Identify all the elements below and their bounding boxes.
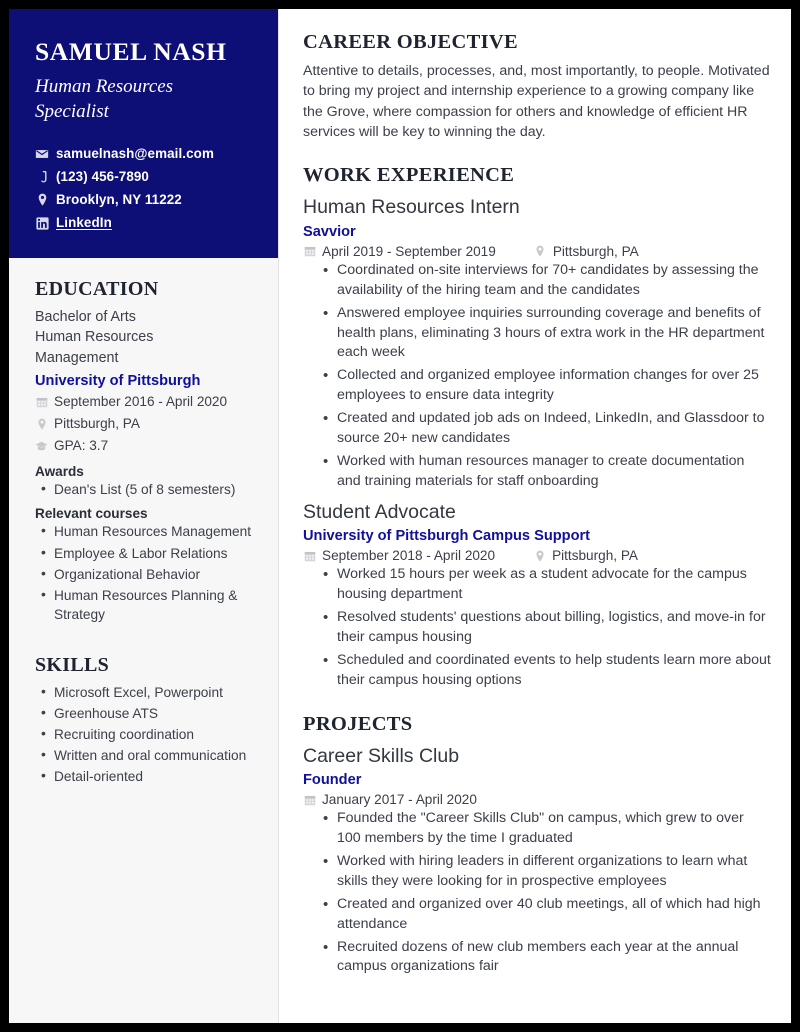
project-entry — [303, 744, 771, 978]
list-item: • Human Resources Management — [39, 522, 258, 541]
relevant-courses-heading: Relevant courses — [35, 506, 148, 522]
list-item: • Written and oral communication — [39, 746, 258, 765]
sidebar-header — [9, 9, 278, 258]
list-item: • Worked with hiring leaders in different organizations to learn what skills they were looking for in prospective employees — [321, 852, 771, 892]
list-item: • Recruiting coordination — [39, 725, 258, 744]
list-item: • Created and organized over 40 club meetings, all of which had high attendance — [321, 895, 771, 935]
location-pin-icon — [533, 549, 546, 562]
list-item: • Dean's List (5 of 8 semesters) — [39, 480, 258, 499]
work-entry-location — [533, 548, 638, 563]
calendar-icon — [303, 793, 316, 806]
sidebar-body — [9, 258, 278, 808]
resume-page — [9, 9, 791, 1023]
awards-heading: Awards — [35, 464, 84, 480]
work-entry-org[interactable]: University of Pittsburgh Campus Support — [303, 527, 591, 544]
list-item: • Microsoft Excel, Powerpoint — [39, 683, 258, 702]
graduation-cap-icon — [35, 440, 48, 453]
calendar-icon — [35, 396, 48, 409]
education-gpa-text: GPA: 3.7 — [54, 438, 109, 454]
work-entry-org[interactable]: Savvior — [303, 223, 356, 240]
projects-heading: PROJECTS — [303, 712, 413, 735]
awards-list — [39, 480, 258, 499]
education-location — [35, 413, 258, 435]
work-entry-bullets — [321, 261, 771, 492]
list-item: • Worked with human resources manager to create documentation and training materials for staff onboarding — [321, 452, 771, 492]
list-item: • Organizational Behavior — [39, 565, 258, 584]
list-item: • Recruited dozens of new club members each year at the annual campus organizations fair — [321, 938, 771, 978]
sidebar — [9, 9, 279, 1023]
contact-email[interactable] — [35, 143, 256, 164]
work-entry-location-text: Pittsburgh, PA — [552, 243, 639, 259]
linkedin-icon — [35, 216, 49, 230]
calendar-icon — [303, 245, 316, 258]
skills-heading: SKILLS — [35, 653, 110, 676]
education-heading: EDUCATION — [35, 277, 159, 300]
contact-phone[interactable] — [35, 166, 256, 187]
list-item: • Founded the "Career Skills Club" on campus, which grew to over 100 members by the time I graduated — [321, 809, 771, 849]
contact-email-text: samuelnash@email.com — [56, 145, 214, 161]
education-location-text: Pittsburgh, PA — [54, 416, 140, 432]
work-entry-dates-text: April 2019 - September 2019 — [322, 243, 496, 259]
list-item: • Coordinated on-site interviews for 70+ candidates by assessing the availability of the hiring team and the candidates — [321, 261, 771, 301]
candidate-job-title: Human Resources Specialist — [35, 76, 174, 122]
list-item: • Human Resources Planning & Strategy — [39, 586, 258, 624]
work-entry-bullets — [321, 565, 771, 690]
relevant-courses-list — [39, 522, 258, 623]
work-entry-location — [534, 244, 639, 259]
contact-phone-text: (123) 456-7890 — [56, 169, 149, 185]
list-item: • Collected and organized employee information changes for over 25 employees to ensure data integrity — [321, 366, 771, 406]
contact-linkedin[interactable] — [35, 212, 256, 233]
career-objective-heading: CAREER OBJECTIVE — [303, 31, 518, 53]
work-entry-dates — [303, 244, 496, 259]
list-item: • Scheduled and coordinated events to help students learn more about their campus housing options — [321, 651, 771, 691]
work-entry-dates-text: September 2018 - April 2020 — [322, 548, 496, 564]
list-item: • Created and updated job ads on Indeed, LinkedIn, and Glassdoor to source 20+ new candidates — [321, 409, 771, 449]
list-item: • Answered employee inquiries surrounding coverage and benefits of health plans, eliminating 3 hours of extra work in the HR department each week — [321, 304, 771, 364]
candidate-name: SAMUEL NASH — [35, 37, 227, 66]
work-entry — [303, 500, 771, 691]
education-dates-text: September 2016 - April 2020 — [54, 394, 228, 410]
contact-location — [35, 189, 256, 210]
phone-icon — [35, 170, 49, 184]
project-entry-dates-text: January 2017 - April 2020 — [322, 792, 477, 808]
work-entry-title: Student Advocate — [303, 500, 456, 523]
project-entry-meta — [303, 792, 771, 807]
calendar-icon — [303, 549, 316, 562]
location-pin-icon — [534, 245, 547, 258]
work-entry-location-text: Pittsburgh, PA — [552, 548, 638, 564]
education-degree-line-2: Human Resources — [35, 329, 154, 346]
list-item: • Greenhouse ATS — [39, 704, 258, 723]
main-content — [279, 9, 791, 1023]
project-entry-dates — [303, 792, 477, 807]
work-entry-meta — [303, 548, 771, 563]
education-degree-line-3: Management — [35, 349, 119, 366]
work-entry-meta — [303, 244, 771, 259]
list-item: • Worked 15 hours per week as a student advocate for the campus housing department — [321, 565, 771, 605]
location-pin-icon — [35, 418, 48, 431]
list-item: • Detail-oriented — [39, 767, 258, 786]
career-objective-text: Attentive to details, processes, and, most importantly, to people. Motivated to bring my project and internship experience to a growing company like the Grove, where compassion for others and knowledge of efficient HR services will be key to winning the day. — [303, 63, 770, 140]
work-entry — [303, 195, 771, 491]
work-entry-title: Human Resources Intern — [303, 196, 520, 219]
location-pin-icon — [35, 193, 49, 207]
contact-list — [35, 143, 256, 234]
education-gpa — [35, 435, 258, 457]
education-dates — [35, 391, 258, 413]
work-experience-heading: WORK EXPERIENCE — [303, 164, 515, 187]
project-entry-title: Career Skills Club — [303, 744, 460, 767]
list-item: • Resolved students' questions about billing, logistics, and move-in for their campus housing — [321, 608, 771, 648]
work-entry-dates — [303, 548, 495, 563]
skills-list — [39, 683, 258, 786]
list-item: • Employee & Labor Relations — [39, 544, 258, 563]
contact-linkedin-link[interactable]: LinkedIn — [56, 215, 112, 231]
education-school[interactable]: University of Pittsburgh — [35, 372, 201, 389]
project-entry-bullets — [321, 809, 771, 977]
project-entry-role[interactable]: Founder — [303, 771, 362, 788]
education-degree-line-1: Bachelor of Arts — [35, 308, 136, 325]
envelope-icon — [35, 147, 49, 161]
contact-location-text: Brooklyn, NY 11222 — [56, 192, 182, 208]
